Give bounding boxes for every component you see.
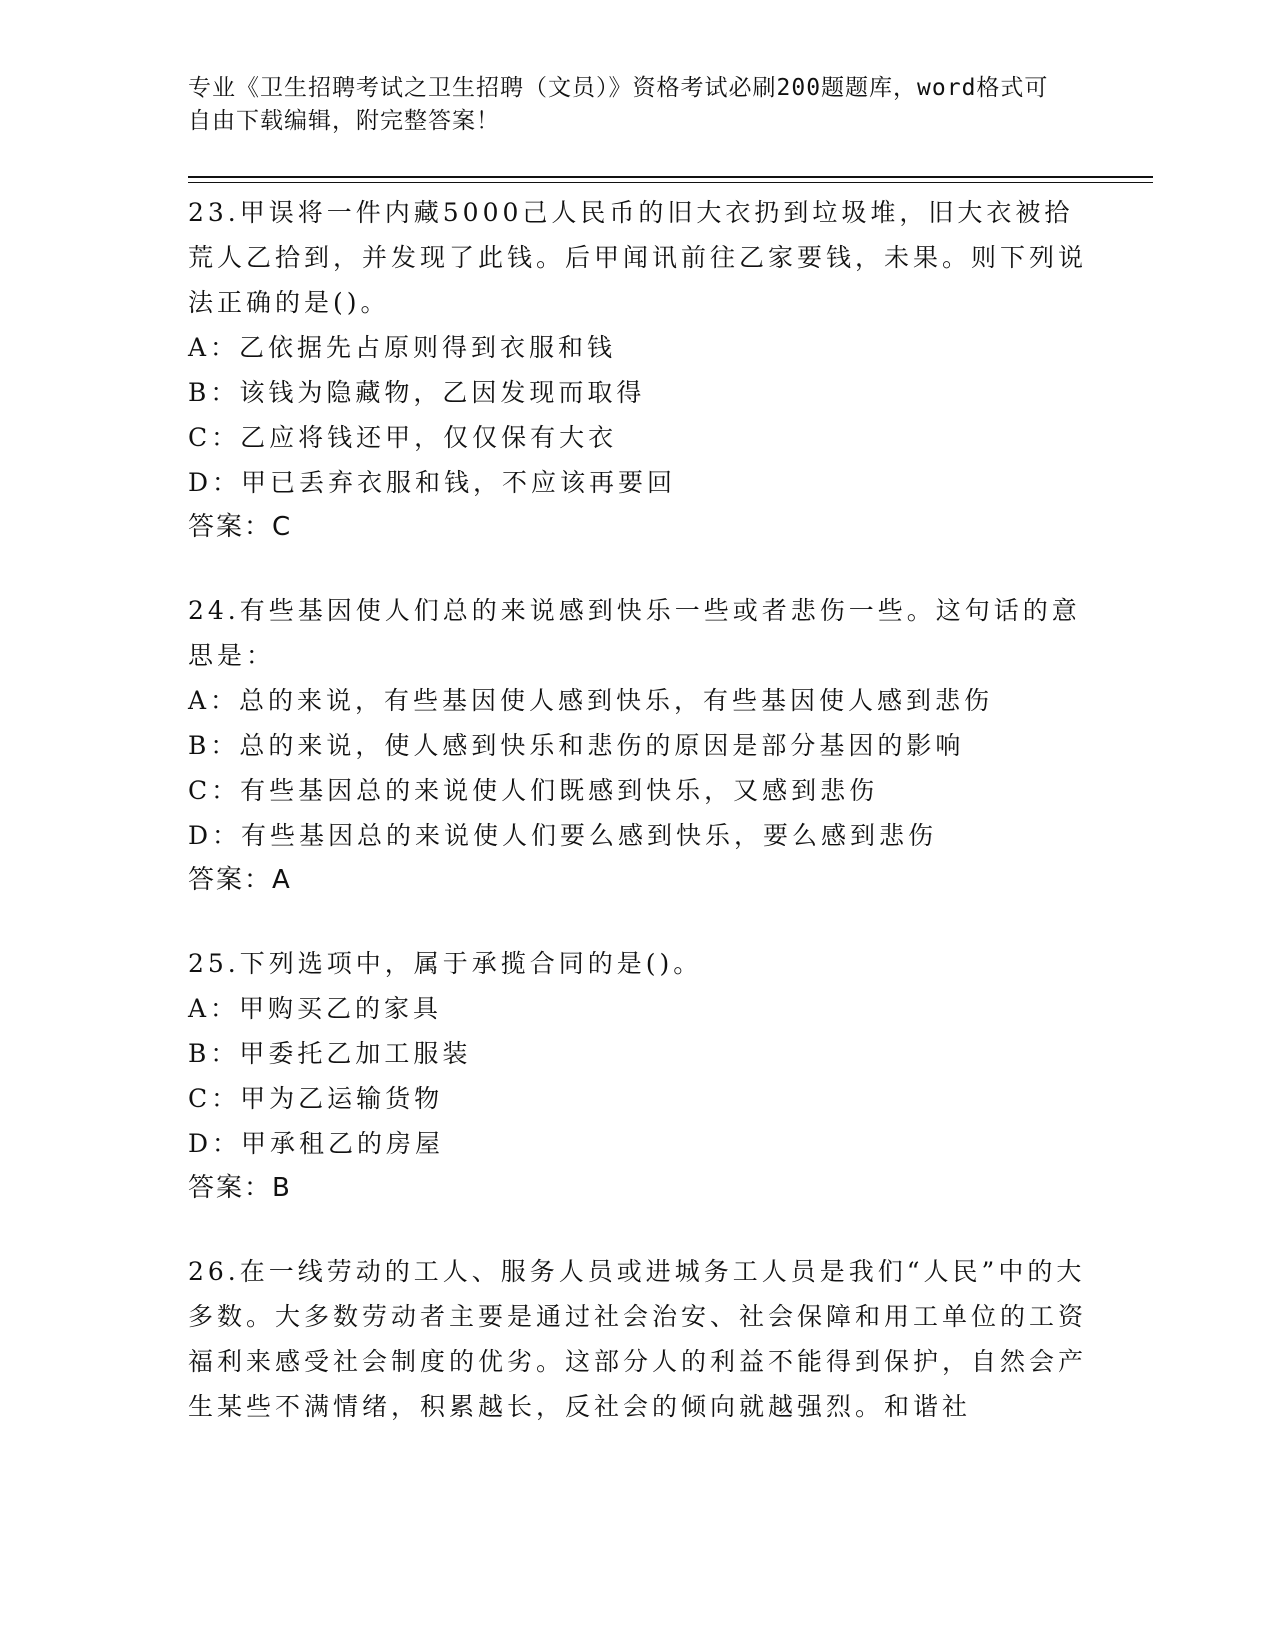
question-23 [188,190,1088,550]
option-a: A：乙依据先占原则得到衣服和钱 [188,333,617,362]
option-c: C：甲为乙运输货物 [188,1084,444,1113]
option-b: B：甲委托乙加工服装 [188,1039,472,1068]
document-header: 专业《卫生招聘考试之卫生招聘（文员）》资格考试必刷200题题库，word格式可自由下载编辑，附完整答案！ [188,75,1049,134]
question-list [188,190,1088,1467]
question-text: 24.有些基因使人们总的来说感到快乐一些或者悲伤一些。这句话的意思是： [188,596,1081,670]
header-rule-thin [188,182,1153,183]
answer: 答案：A [188,865,292,895]
header-rule-thick [188,176,1153,178]
option-c: C：有些基因总的来说使人们既感到快乐，又感到悲伤 [188,776,879,805]
option-b: B：该钱为隐藏物，乙因发现而取得 [188,378,646,407]
question-text: 23.甲误将一件内藏5000己人民币的旧大衣扔到垃圾堆，旧大衣被拾荒人乙拾到，并发现了此钱。后甲闻讯前往乙家要钱，未果。则下列说法正确的是()。 [188,198,1088,317]
question-25 [188,941,1088,1211]
question-24 [188,588,1088,903]
option-a: A：总的来说，有些基因使人感到快乐，有些基因使人感到悲伤 [188,686,994,715]
option-d: D：甲承租乙的房屋 [188,1129,445,1158]
option-d: D：甲已丢弃衣服和钱，不应该再要回 [188,468,677,497]
question-text: 26.在一线劳动的工人、服务人员或进城务工人员是我们“人民”中的大多数。大多数劳动者主要是通过社会治安、社会保障和用工单位的工资福利来感受社会制度的优劣。这部分人的利益不能得到保护，自然会产生某些不满情绪，积累越长，反社会的倾向就越强烈。和谐社 [188,1257,1088,1421]
answer: 答案：B [188,1173,292,1203]
option-d: D：有些基因总的来说使人们要么感到快乐，要么感到悲伤 [188,821,938,850]
option-c: C：乙应将钱还甲，仅仅保有大衣 [188,423,618,452]
question-text: 25.下列选项中，属于承揽合同的是()。 [188,949,703,978]
answer: 答案：C [188,512,293,542]
option-a: A：甲购买乙的家具 [188,994,443,1023]
option-b: B：总的来说，使人感到快乐和悲伤的原因是部分基因的影响 [188,731,965,760]
question-26 [188,1249,1088,1429]
